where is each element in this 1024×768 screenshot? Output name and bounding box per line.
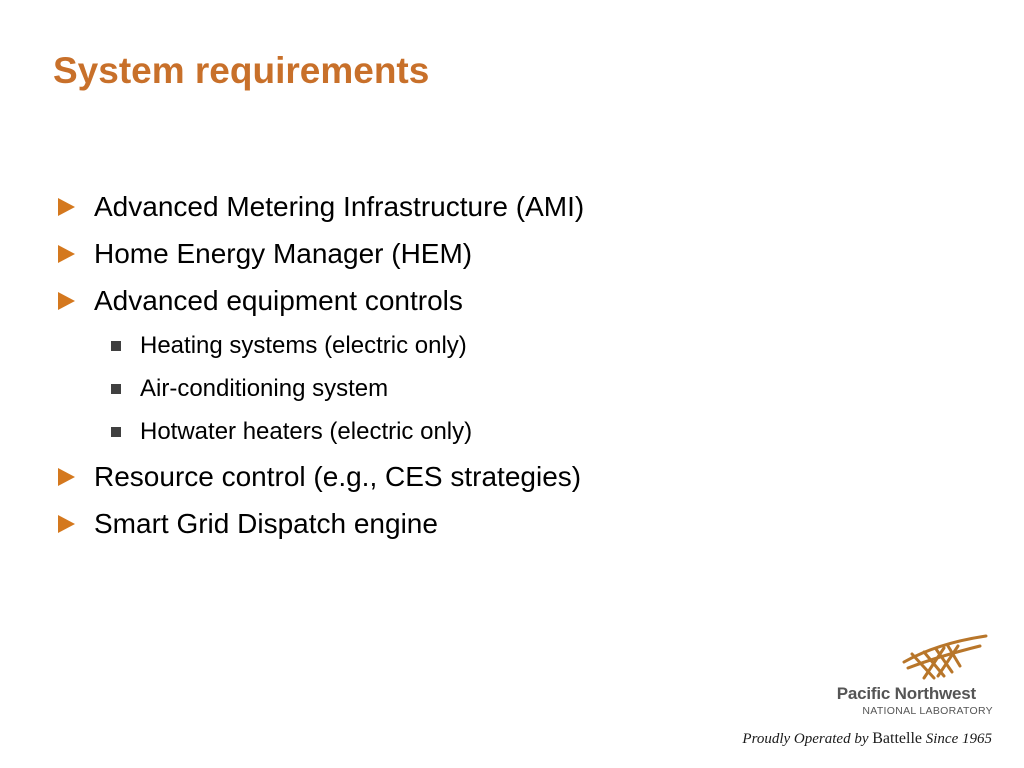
square-bullet-icon bbox=[110, 340, 140, 352]
sub-bullet-text: Heating systems (electric only) bbox=[140, 332, 467, 359]
bullet-item bbox=[56, 183, 956, 230]
bullet-list bbox=[56, 183, 956, 547]
bullet-text: Advanced equipment controls bbox=[94, 285, 463, 316]
logo-name: Pacific Northwest bbox=[836, 684, 976, 703]
tagline-prefix: Proudly Operated by bbox=[742, 731, 869, 747]
bullet-text: Advanced Metering Infrastructure (AMI) bbox=[94, 191, 585, 222]
sub-bullet-item bbox=[56, 367, 956, 410]
pnnl-lattice-icon bbox=[894, 634, 994, 684]
sub-bullet-item bbox=[56, 324, 956, 367]
triangle-bullet-icon bbox=[56, 514, 94, 534]
triangle-bullet-icon bbox=[56, 244, 94, 264]
triangle-bullet-icon bbox=[56, 467, 94, 487]
bullet-item bbox=[56, 230, 956, 277]
bullet-item bbox=[56, 277, 956, 324]
sub-bullet-text: Hotwater heaters (electric only) bbox=[140, 418, 473, 445]
sub-bullet-text: Air-conditioning system bbox=[140, 375, 389, 402]
tagline-brand: Battelle bbox=[872, 730, 923, 747]
bullet-text: Smart Grid Dispatch engine bbox=[94, 508, 438, 539]
bullet-text: Home Energy Manager (HEM) bbox=[94, 238, 473, 269]
slide-title: System requirements bbox=[53, 50, 430, 91]
bullet-text: Resource control (e.g., CES strategies) bbox=[94, 461, 582, 492]
square-bullet-icon bbox=[110, 426, 140, 438]
logo-subname: NATIONAL LABORATORY bbox=[862, 705, 993, 717]
battelle-tagline bbox=[742, 730, 992, 748]
sub-bullet-item bbox=[56, 410, 956, 453]
bullet-item bbox=[56, 500, 956, 547]
tagline-suffix: Since 1965 bbox=[925, 731, 992, 747]
triangle-bullet-icon bbox=[56, 291, 94, 311]
pnnl-logo bbox=[796, 634, 996, 726]
triangle-bullet-icon bbox=[56, 197, 94, 217]
square-bullet-icon bbox=[110, 383, 140, 395]
bullet-item bbox=[56, 453, 956, 500]
